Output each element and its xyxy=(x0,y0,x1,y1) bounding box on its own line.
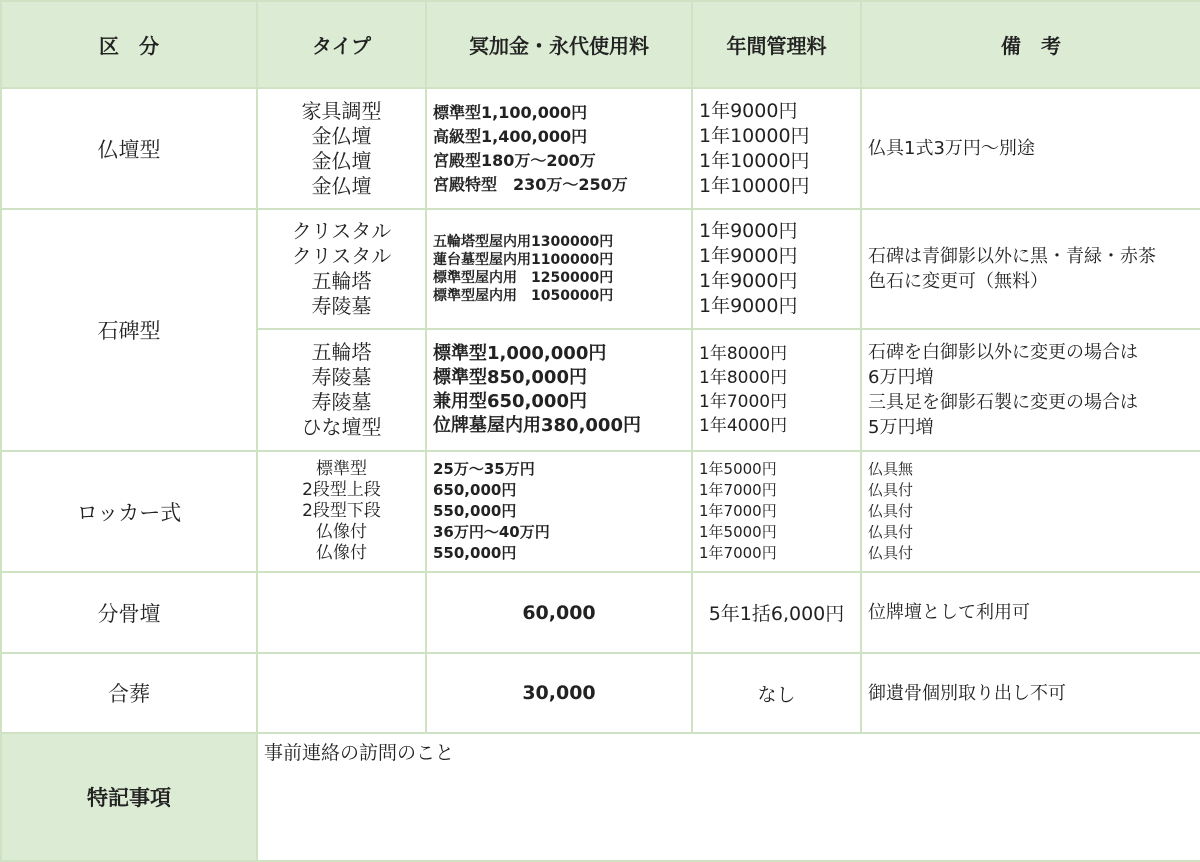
butsudan-fees xyxy=(426,88,692,209)
type-item: 五輪塔 xyxy=(311,269,372,293)
mgmt-item: 1年10000円 xyxy=(699,174,810,197)
mgmt-item: 1年7000円 xyxy=(699,502,777,520)
locker-remarks xyxy=(861,451,1200,572)
gassou-fee: 30,000 xyxy=(426,653,692,733)
header-type: タイプ xyxy=(257,1,426,88)
locker-mgmt xyxy=(692,451,861,572)
fee-item: 25万～35万円 xyxy=(433,460,535,478)
butsudan-mgmt xyxy=(692,88,861,209)
mgmt-item: 1年9000円 xyxy=(699,220,798,242)
type-item: 五輪塔 xyxy=(311,340,372,364)
butsudan-remarks: 仏具1式3万円～別途 xyxy=(861,88,1200,209)
mgmt-item: 1年8000円 xyxy=(699,344,788,364)
bunkotsu-mgmt: 5年1括6,000円 xyxy=(692,572,861,653)
fee-item: 五輪塔型屋内用1300000円 xyxy=(433,234,614,250)
category-sekihi: 石碑型 xyxy=(1,209,257,451)
mgmt-item: 1年7000円 xyxy=(699,392,788,412)
fee-item: 標準型1,100,000円 xyxy=(433,102,588,122)
locker-fees xyxy=(426,451,692,572)
sekihi-remarks-1 xyxy=(861,209,1200,329)
mgmt-item: 1年5000円 xyxy=(699,523,777,541)
type-item: クリスタル xyxy=(291,244,392,268)
remark-item: 仏具付 xyxy=(868,481,914,499)
table-row xyxy=(1,209,1200,329)
mgmt-item: 1年9000円 xyxy=(699,99,798,122)
mgmt-item: 1年4000円 xyxy=(699,416,788,436)
remark-item: 仏具付 xyxy=(868,523,914,541)
butsudan-types xyxy=(257,88,426,209)
header-fee: 冥加金・永代使用料 xyxy=(426,1,692,88)
category-locker: ロッカー式 xyxy=(1,451,257,572)
fee-item: 36万円～40万円 xyxy=(433,523,550,541)
table-row xyxy=(1,572,1200,653)
fee-item: 位牌墓屋内用380,000円 xyxy=(433,415,641,436)
type-item: 金仏壇 xyxy=(311,123,372,148)
bunkotsu-fee: 60,000 xyxy=(426,572,692,653)
mgmt-item: 1年9000円 xyxy=(699,270,798,292)
remark-item: 三具足を御影石製に変更の場合は xyxy=(868,392,1138,413)
type-item: 寿陵墓 xyxy=(311,390,372,414)
sekihi-fees-2 xyxy=(426,329,692,451)
table-row xyxy=(1,451,1200,572)
header-row xyxy=(1,1,1200,88)
type-item: 仏像付 xyxy=(316,543,367,563)
sekihi-mgmt-1 xyxy=(692,209,861,329)
header-remarks: 備 考 xyxy=(861,1,1200,88)
mgmt-item: 1年8000円 xyxy=(699,368,788,388)
gassou-type-empty xyxy=(257,653,426,733)
category-butsudan: 仏壇型 xyxy=(1,88,257,209)
type-item: ひな壇型 xyxy=(301,415,382,439)
sekihi-types-2 xyxy=(257,329,426,451)
sekihi-remarks-2 xyxy=(861,329,1200,451)
mgmt-item: 1年5000円 xyxy=(699,460,777,478)
sekihi-fees-1 xyxy=(426,209,692,329)
type-item: 2段型下段 xyxy=(302,501,381,521)
table-row xyxy=(1,653,1200,733)
notes-row xyxy=(1,733,1200,861)
bunkotsu-remarks: 位牌壇として利用可 xyxy=(861,572,1200,653)
notes-label: 特記事項 xyxy=(1,733,257,861)
fee-item: 標準型屋内用 1250000円 xyxy=(433,270,614,286)
fee-item: 標準型1,000,000円 xyxy=(433,343,607,364)
fee-item: 550,000円 xyxy=(433,502,517,520)
header-mgmt: 年間管理料 xyxy=(692,1,861,88)
remark-item: 石碑は青御影以外に黒・青緑・赤茶 xyxy=(868,246,1156,267)
type-item: 仏像付 xyxy=(316,522,367,542)
type-item: 金仏壇 xyxy=(311,173,372,198)
table-row xyxy=(1,88,1200,209)
gassou-mgmt: なし xyxy=(692,653,861,733)
mgmt-item: 1年9000円 xyxy=(699,295,798,317)
remark-item: 仏具無 xyxy=(868,460,914,478)
type-item: 標準型 xyxy=(316,459,367,479)
fee-item: 650,000円 xyxy=(433,481,517,499)
remark-item: 6万円増 xyxy=(868,367,934,388)
remark-item: 石碑を白御影以外に変更の場合は xyxy=(868,342,1138,363)
fee-item: 標準型屋内用 1050000円 xyxy=(433,288,614,304)
category-gassou: 合葬 xyxy=(1,653,257,733)
fee-item: 宮殿型180万～200万 xyxy=(433,150,596,170)
mgmt-item: 1年9000円 xyxy=(699,245,798,267)
type-item: 金仏壇 xyxy=(311,148,372,173)
category-bunkotsu: 分骨壇 xyxy=(1,572,257,653)
mgmt-item: 1年7000円 xyxy=(699,544,777,562)
fee-item: 標準型850,000円 xyxy=(433,367,587,388)
type-item: 寿陵墓 xyxy=(311,294,372,318)
type-item: 寿陵墓 xyxy=(311,365,372,389)
gassou-remarks: 御遺骨個別取り出し不可 xyxy=(861,653,1200,733)
fee-item: 宮殿特型 230万～250万 xyxy=(433,174,628,194)
header-kubun: 区 分 xyxy=(1,1,257,88)
mgmt-item: 1年7000円 xyxy=(699,481,777,499)
fee-item: 550,000円 xyxy=(433,544,517,562)
sekihi-types-1 xyxy=(257,209,426,329)
type-item: 家具調型 xyxy=(301,98,382,123)
notes-text: 事前連絡の訪問のこと xyxy=(257,733,1200,861)
sekihi-mgmt-2 xyxy=(692,329,861,451)
type-item: クリスタル xyxy=(291,219,392,243)
mgmt-item: 1年10000円 xyxy=(699,149,810,172)
fee-item: 兼用型650,000円 xyxy=(433,391,587,412)
remark-item: 仏具付 xyxy=(868,544,914,562)
bunkotsu-type-empty xyxy=(257,572,426,653)
fee-item: 蓮台墓型屋内用1100000円 xyxy=(433,252,614,268)
mgmt-item: 1年10000円 xyxy=(699,124,810,147)
type-item: 2段型上段 xyxy=(302,480,381,500)
remark-item: 5万円増 xyxy=(868,417,934,438)
fee-item: 高級型1,400,000円 xyxy=(433,126,588,146)
locker-types xyxy=(257,451,426,572)
remark-item: 色石に変更可（無料） xyxy=(868,271,1048,292)
remark-item: 仏具付 xyxy=(868,502,914,520)
